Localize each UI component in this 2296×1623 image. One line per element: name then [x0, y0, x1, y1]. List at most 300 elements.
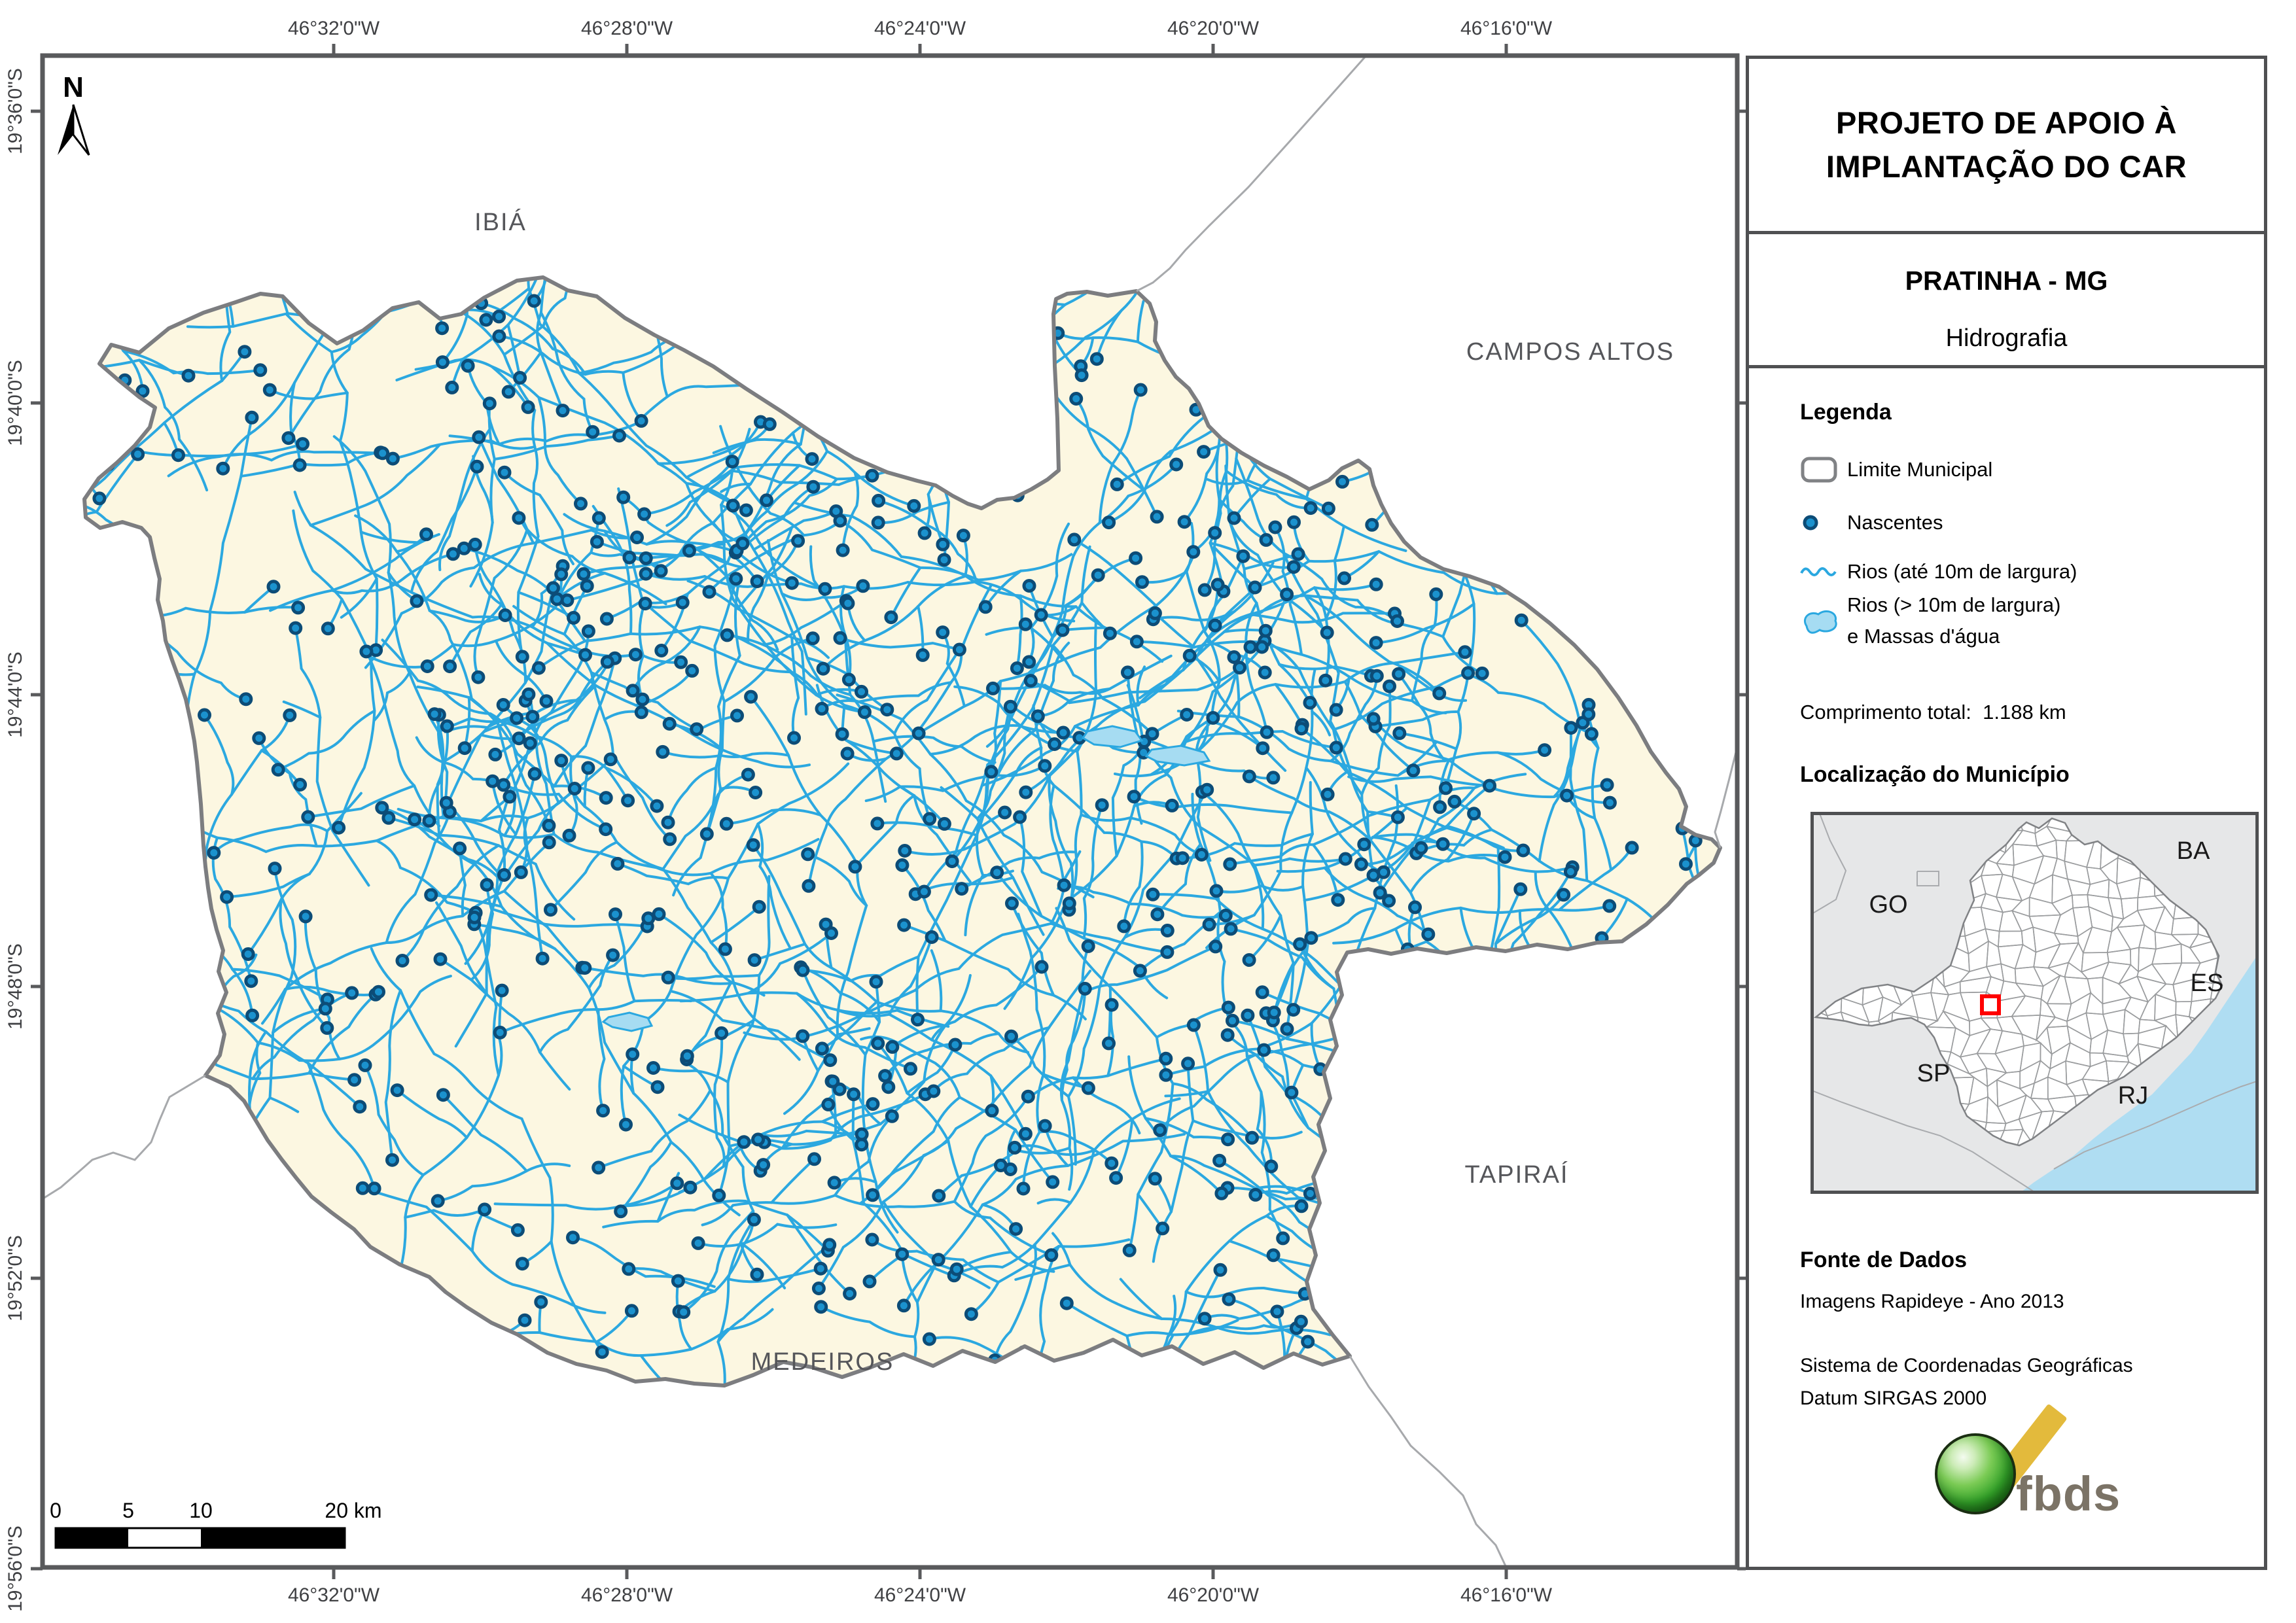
- nascente-dot: [1093, 570, 1103, 580]
- nascente-dot: [1423, 929, 1434, 939]
- inset-state-label: SP: [1916, 1060, 1951, 1087]
- nascente-dot: [437, 323, 448, 334]
- nascente-dot: [588, 427, 598, 437]
- nascente-dot: [1282, 1024, 1292, 1034]
- nascente-dot: [627, 686, 638, 696]
- nascente-dot: [499, 467, 510, 478]
- nascente-dot: [1050, 739, 1060, 750]
- nascente-dot: [1583, 709, 1594, 720]
- nascente-dot: [1296, 724, 1307, 734]
- nascente-dot: [127, 659, 137, 669]
- nascente-dot: [1224, 1294, 1234, 1304]
- nascente-dot: [593, 513, 604, 523]
- nascente-dot: [1033, 711, 1043, 722]
- nascente-dot: [1031, 1387, 1042, 1397]
- nascente-dot: [514, 513, 524, 523]
- nascente-dot: [1324, 1403, 1335, 1414]
- nascente-dot: [1135, 966, 1145, 976]
- nascente-dot: [698, 317, 708, 328]
- river-branch-line: [745, 1473, 834, 1482]
- nascente-dot: [913, 728, 924, 739]
- nascente-dot: [1171, 459, 1182, 470]
- nascente-dot: [1154, 1367, 1165, 1377]
- nascente-dot: [1023, 1091, 1033, 1102]
- nascente-dot: [1024, 581, 1034, 591]
- nascente-dot: [1485, 780, 1495, 791]
- nascente-dot: [447, 382, 457, 393]
- nascente-dot: [1516, 615, 1527, 625]
- nascente-dot: [1080, 983, 1090, 994]
- nascente-dot: [664, 718, 675, 729]
- scale-label: 0: [50, 1499, 62, 1522]
- nascente-dot: [933, 1255, 944, 1265]
- nascente-dot: [437, 357, 448, 368]
- nascente-dot: [1377, 1305, 1388, 1316]
- nascente-dot: [569, 784, 580, 794]
- nascente-dot: [1416, 843, 1426, 853]
- nascente-dot: [1540, 745, 1550, 756]
- nascente-dot: [676, 298, 686, 308]
- river-branch-line: [1352, 966, 1426, 1024]
- nascente-dot: [873, 1038, 883, 1049]
- nascente-dot: [580, 136, 591, 147]
- total-length-value: 1.188 km: [1983, 701, 2066, 724]
- nascente-dot: [268, 582, 279, 592]
- axis-label-left: 19°36'0"S: [5, 68, 26, 154]
- nascente-dot: [445, 661, 455, 672]
- nascente-dot: [597, 1347, 607, 1357]
- nascente-dot: [882, 705, 892, 715]
- nascente-dot: [1371, 638, 1381, 648]
- nascente-dot: [992, 867, 1002, 878]
- nascente-dot: [377, 803, 387, 813]
- nascente-dot: [537, 953, 548, 964]
- nascente-dot: [1333, 895, 1343, 905]
- nascente-dot: [684, 546, 694, 556]
- nascente-dot: [1463, 668, 1474, 678]
- nascente-dot: [544, 837, 554, 848]
- nascente-dot: [498, 700, 508, 710]
- nascente-dot: [360, 1060, 370, 1070]
- nascente-dot: [1604, 901, 1615, 911]
- nascente-dot: [614, 430, 625, 441]
- nascente-dot: [1176, 366, 1186, 377]
- nascente-dot: [94, 493, 105, 504]
- nascente-dot: [712, 1408, 722, 1419]
- nascente-dot: [441, 797, 451, 808]
- river-branch-line: [985, 306, 1019, 388]
- nascente-dot: [1244, 955, 1254, 966]
- nascente-dot: [1020, 619, 1031, 629]
- neighbor-label: MEDEIROS: [751, 1348, 894, 1376]
- nascente-dot: [1562, 790, 1572, 801]
- legend-item-label: Rios (até 10m de largura): [1847, 559, 2077, 583]
- river-branch-line: [896, 314, 1014, 410]
- river-branch-line: [967, 434, 1017, 495]
- title-box: [1746, 56, 2267, 234]
- nascente-dot: [421, 529, 432, 540]
- river-branch-line: [1687, 924, 1712, 947]
- nascente-dot: [1097, 800, 1107, 811]
- nascente-dot: [636, 707, 646, 718]
- nascente-dot: [392, 1085, 402, 1096]
- nascente-dot: [322, 1022, 332, 1033]
- nascente-dot: [798, 1031, 808, 1041]
- nascente-dot: [1604, 797, 1615, 808]
- nascente-dot: [732, 710, 743, 721]
- nascente-dot: [950, 1039, 961, 1050]
- nascente-dot: [516, 867, 526, 877]
- nascente-dot: [743, 769, 753, 780]
- river-branch-line: [1131, 1450, 1259, 1512]
- nascente-dot: [1204, 919, 1214, 930]
- legend-item-label: Rios (> 10m de largura) e Massas d'água: [1847, 593, 2061, 648]
- axis-label-top: 46°28'0"W: [580, 18, 673, 39]
- nascente-dot: [741, 505, 751, 515]
- neighbor-label: TAPIRAÍ: [1464, 1161, 1569, 1189]
- nascente-dot: [1373, 1053, 1384, 1063]
- north-arrow-left: [58, 105, 73, 155]
- nascente-dot: [355, 1102, 365, 1112]
- nascente-dot: [1188, 547, 1199, 557]
- fbds-logo: [1749, 368, 2264, 1567]
- nascente-dot: [246, 976, 256, 986]
- nascente-dot: [1456, 966, 1466, 977]
- nascente-dot: [546, 905, 556, 915]
- nascente-dot: [500, 610, 510, 621]
- river-branch-line: [569, 104, 586, 142]
- nascente-dot: [1036, 610, 1046, 620]
- nascente-dot: [807, 633, 818, 644]
- nascente-dot: [980, 383, 991, 393]
- nascente-dot: [601, 793, 611, 803]
- nascente-dot: [786, 578, 797, 588]
- nascente-dot: [652, 1082, 663, 1092]
- nascente-dot: [850, 862, 860, 872]
- nascente-dot: [1305, 1189, 1315, 1199]
- nascente-dot: [244, 1118, 255, 1128]
- nascente-dot: [1226, 113, 1236, 123]
- map-theme: Hidrografia: [1945, 324, 2068, 352]
- nascente-dot: [1223, 1002, 1233, 1013]
- north-arrow-right: [73, 105, 89, 155]
- axis-label-left: 19°48'0"S: [5, 943, 26, 1030]
- nascente-dot: [1394, 669, 1404, 679]
- river-branch-line: [1016, 350, 1025, 409]
- nascente-dot: [652, 801, 662, 811]
- nascente-dot: [1394, 728, 1405, 739]
- nascente-dot: [1515, 884, 1526, 894]
- nascente-dot: [731, 574, 741, 584]
- nascente-dot: [578, 569, 589, 580]
- river-branch-line: [426, 102, 521, 138]
- nascente-dot: [1320, 675, 1331, 686]
- river-branch-line: [683, 205, 722, 239]
- river-branch-line: [1231, 218, 1267, 224]
- nascente-dot: [1005, 701, 1016, 712]
- nascente-dot: [1268, 1250, 1279, 1261]
- nascente-dot: [658, 746, 668, 757]
- nascente-dot: [1586, 729, 1597, 739]
- river-branch-line: [754, 287, 860, 309]
- neighbor-label: CAMPOS ALTOS: [1466, 338, 1675, 366]
- nascente-dot: [1076, 370, 1087, 381]
- nascente-dot: [601, 614, 612, 624]
- nascente-dot: [1322, 789, 1333, 799]
- nascente-dot: [641, 568, 651, 579]
- neighbor-boundary-line: [1137, 56, 1366, 291]
- nascente-dot: [849, 1089, 859, 1100]
- nascente-dot: [1010, 404, 1021, 414]
- nascente-dot: [1435, 802, 1445, 812]
- nascente-dot: [825, 1055, 836, 1066]
- nascente-dot: [426, 890, 436, 900]
- nascente-dot: [868, 1190, 878, 1200]
- river-branch-line: [681, 303, 734, 315]
- river-branch-line: [1028, 336, 1054, 375]
- nascente-dot: [459, 743, 470, 754]
- nascente-dot: [913, 1015, 923, 1025]
- nascente-dot: [728, 500, 738, 511]
- scale-label: 20 km: [325, 1499, 382, 1522]
- nascente-dot: [928, 1086, 939, 1096]
- nascente-dot: [580, 650, 591, 660]
- nascente-dot: [529, 769, 540, 779]
- nascente-dot: [1260, 625, 1271, 636]
- nascente-dot: [1259, 1045, 1269, 1055]
- nascente-dot: [824, 362, 835, 373]
- nascente-dot: [1468, 512, 1479, 523]
- river-branch-line: [737, 1393, 806, 1441]
- nascente-dot: [957, 884, 967, 894]
- nascente-dot: [900, 846, 910, 856]
- nascente-dot: [54, 374, 64, 384]
- nascente-dot: [270, 864, 280, 874]
- nascente-dot: [637, 694, 648, 705]
- nascente-dot: [752, 576, 762, 587]
- scale-label: 5: [122, 1499, 134, 1522]
- nascente-dot: [1257, 987, 1267, 998]
- nascente-dot: [481, 315, 491, 325]
- inset-state-label: BA: [2176, 837, 2210, 865]
- nascente-dot: [435, 954, 446, 964]
- nascente-dot: [1286, 1087, 1297, 1098]
- nascente-dot: [880, 1071, 891, 1081]
- nascente-dot: [843, 674, 854, 685]
- nascente-dot: [1152, 909, 1163, 920]
- nascente-dot: [909, 500, 919, 511]
- nascente-dot: [1210, 528, 1220, 538]
- nascente-dot: [762, 495, 772, 506]
- nascente-dot: [294, 460, 305, 470]
- river-branch-line: [67, 287, 92, 415]
- nascente-dot: [1268, 773, 1279, 783]
- nascente-dot: [494, 331, 504, 341]
- nascente-dot: [1262, 220, 1273, 230]
- nascente-dot: [1408, 765, 1419, 776]
- nascente-dot: [525, 738, 535, 748]
- nascente-dot: [1126, 1445, 1137, 1456]
- nascente-dot: [817, 703, 827, 714]
- inset-state-label: RJ: [2117, 1082, 2149, 1109]
- nascente-dot: [220, 279, 230, 289]
- project-title-line2: IMPLANTAÇÃO DO CAR: [1826, 148, 2187, 184]
- nascente-dot: [886, 612, 896, 623]
- river-branch-line: [1407, 949, 1479, 986]
- nascente-dot: [1071, 394, 1082, 404]
- nascente-dot: [1272, 1306, 1282, 1317]
- nascente-dot: [663, 817, 673, 828]
- nascente-dot: [833, 434, 843, 444]
- nascente-dot: [422, 661, 433, 672]
- nascente-dot: [1225, 859, 1235, 869]
- nascente-dot: [1572, 957, 1582, 968]
- nascente-dot: [906, 1064, 916, 1074]
- nascente-dot: [722, 630, 732, 640]
- river-branch-line: [1437, 985, 1456, 1012]
- fbds-logo-text: fbds: [2016, 1467, 2121, 1521]
- nascente-dot: [1375, 888, 1385, 898]
- river-branch-line: [999, 1373, 1024, 1388]
- nascente-dot: [1015, 812, 1025, 822]
- river-branch-line: [931, 1373, 1063, 1405]
- nascente-dot: [1180, 310, 1190, 321]
- nascente-dot: [665, 834, 675, 845]
- river-branch-line: [1356, 1310, 1383, 1329]
- nascente-dot: [1331, 742, 1341, 753]
- nascente-dot: [533, 663, 544, 673]
- nascente-dot: [254, 733, 264, 743]
- nascente-dot: [529, 296, 539, 306]
- nascente-dot: [874, 495, 884, 506]
- nascente-dot: [919, 528, 930, 538]
- nascente-dot: [1005, 1164, 1016, 1175]
- nascente-dot: [1150, 1174, 1160, 1184]
- axis-label-bottom: 46°24'0"W: [874, 1584, 966, 1606]
- nascente-dot: [556, 756, 567, 766]
- river-branch-line: [1330, 1408, 1371, 1444]
- nascente-dot: [858, 581, 868, 591]
- nascente-dot: [1262, 727, 1272, 737]
- nascente-dot: [334, 822, 344, 833]
- nascente-dot: [1123, 667, 1133, 678]
- nascente-dot: [1064, 898, 1074, 909]
- nascente-dot: [1500, 852, 1510, 862]
- nascente-dot: [514, 733, 524, 744]
- nascente-dot: [897, 1249, 908, 1259]
- nascente-dot: [349, 1075, 360, 1085]
- nascente-dot: [746, 691, 756, 702]
- nascente-dot: [868, 1099, 878, 1109]
- nascente-dot: [1025, 676, 1036, 686]
- nascente-dot: [636, 415, 646, 426]
- nascente-dot: [552, 594, 562, 604]
- nascente-dot: [864, 1276, 875, 1287]
- nascente-dot: [1177, 853, 1188, 864]
- nascente-dot: [137, 1035, 148, 1045]
- nascente-dot: [1083, 1083, 1093, 1093]
- nascente-dot: [764, 419, 775, 429]
- river-branch-line: [783, 278, 830, 367]
- nascente-dot: [803, 849, 813, 860]
- nascente-dot: [1124, 1245, 1135, 1255]
- river-branch-line: [1024, 1352, 1110, 1414]
- nascente-dot: [1269, 1007, 1279, 1018]
- nascente-dot: [716, 1028, 727, 1038]
- river-branch-line: [53, 379, 59, 419]
- nascente-dot: [548, 583, 558, 593]
- nascente-dot: [592, 536, 602, 547]
- nascente-dot: [766, 1374, 776, 1385]
- nascente-dot: [387, 1155, 398, 1165]
- nascente-dot: [516, 133, 526, 143]
- nascente-dot: [520, 1315, 530, 1325]
- nascente-dot: [749, 955, 760, 966]
- nascente-dot: [623, 795, 633, 806]
- nascente-dot: [1322, 627, 1332, 638]
- nascente-dot: [818, 663, 828, 674]
- nascente-dot: [753, 1134, 764, 1145]
- nascente-dot: [1211, 886, 1222, 896]
- municipality-area: [84, 277, 1720, 1386]
- nascente-dot: [605, 754, 616, 765]
- nascente-dot: [1559, 890, 1569, 900]
- nascente-dot: [624, 552, 635, 563]
- nascente-dot: [926, 1368, 936, 1378]
- nascente-dot: [357, 1183, 368, 1193]
- nascente-dot: [1478, 959, 1489, 969]
- river-branch-line: [771, 1380, 881, 1471]
- nascente-dot: [1226, 924, 1236, 934]
- nascente-dot: [652, 259, 662, 270]
- nascente-dot: [1331, 705, 1341, 715]
- nascente-dot: [1535, 986, 1545, 997]
- river-branch-line: [657, 237, 801, 265]
- nascente-dot: [1069, 534, 1080, 545]
- nascente-dot: [1477, 668, 1487, 678]
- nascente-dot: [1215, 1265, 1226, 1275]
- river-branch-line: [1210, 1422, 1245, 1458]
- scale-label: 10: [189, 1499, 213, 1522]
- nascente-dot: [1295, 939, 1305, 949]
- legend-heading: Legenda: [1800, 400, 1892, 425]
- nascente-dot: [845, 1289, 855, 1299]
- nascente-dot: [222, 892, 232, 902]
- nascente-dot: [1023, 370, 1033, 380]
- nascente-dot: [714, 1190, 724, 1200]
- nascente-dot: [824, 1240, 835, 1250]
- nascente-dot: [63, 343, 74, 353]
- nascente-dot: [410, 814, 420, 825]
- nascente-dot: [1046, 1250, 1057, 1261]
- nascente-dot: [898, 1300, 909, 1311]
- nascente-dot: [133, 449, 143, 459]
- nascente-dot: [1135, 385, 1146, 395]
- nascente-dot: [557, 406, 568, 416]
- nascente-dot: [621, 1119, 631, 1130]
- nascente-dot: [1438, 839, 1448, 849]
- nascente-dot: [842, 748, 853, 759]
- nascente-dot: [1293, 549, 1303, 559]
- nascente-dot: [808, 481, 819, 492]
- nascente-dot: [602, 657, 612, 667]
- nascente-dot: [1238, 551, 1248, 561]
- nascente-dot: [527, 712, 538, 722]
- nascente-dot: [1337, 1115, 1347, 1125]
- nascente-dot: [293, 602, 304, 613]
- river-branch-line: [1547, 437, 1566, 587]
- inset-heading: Localização do Município: [1800, 762, 2070, 787]
